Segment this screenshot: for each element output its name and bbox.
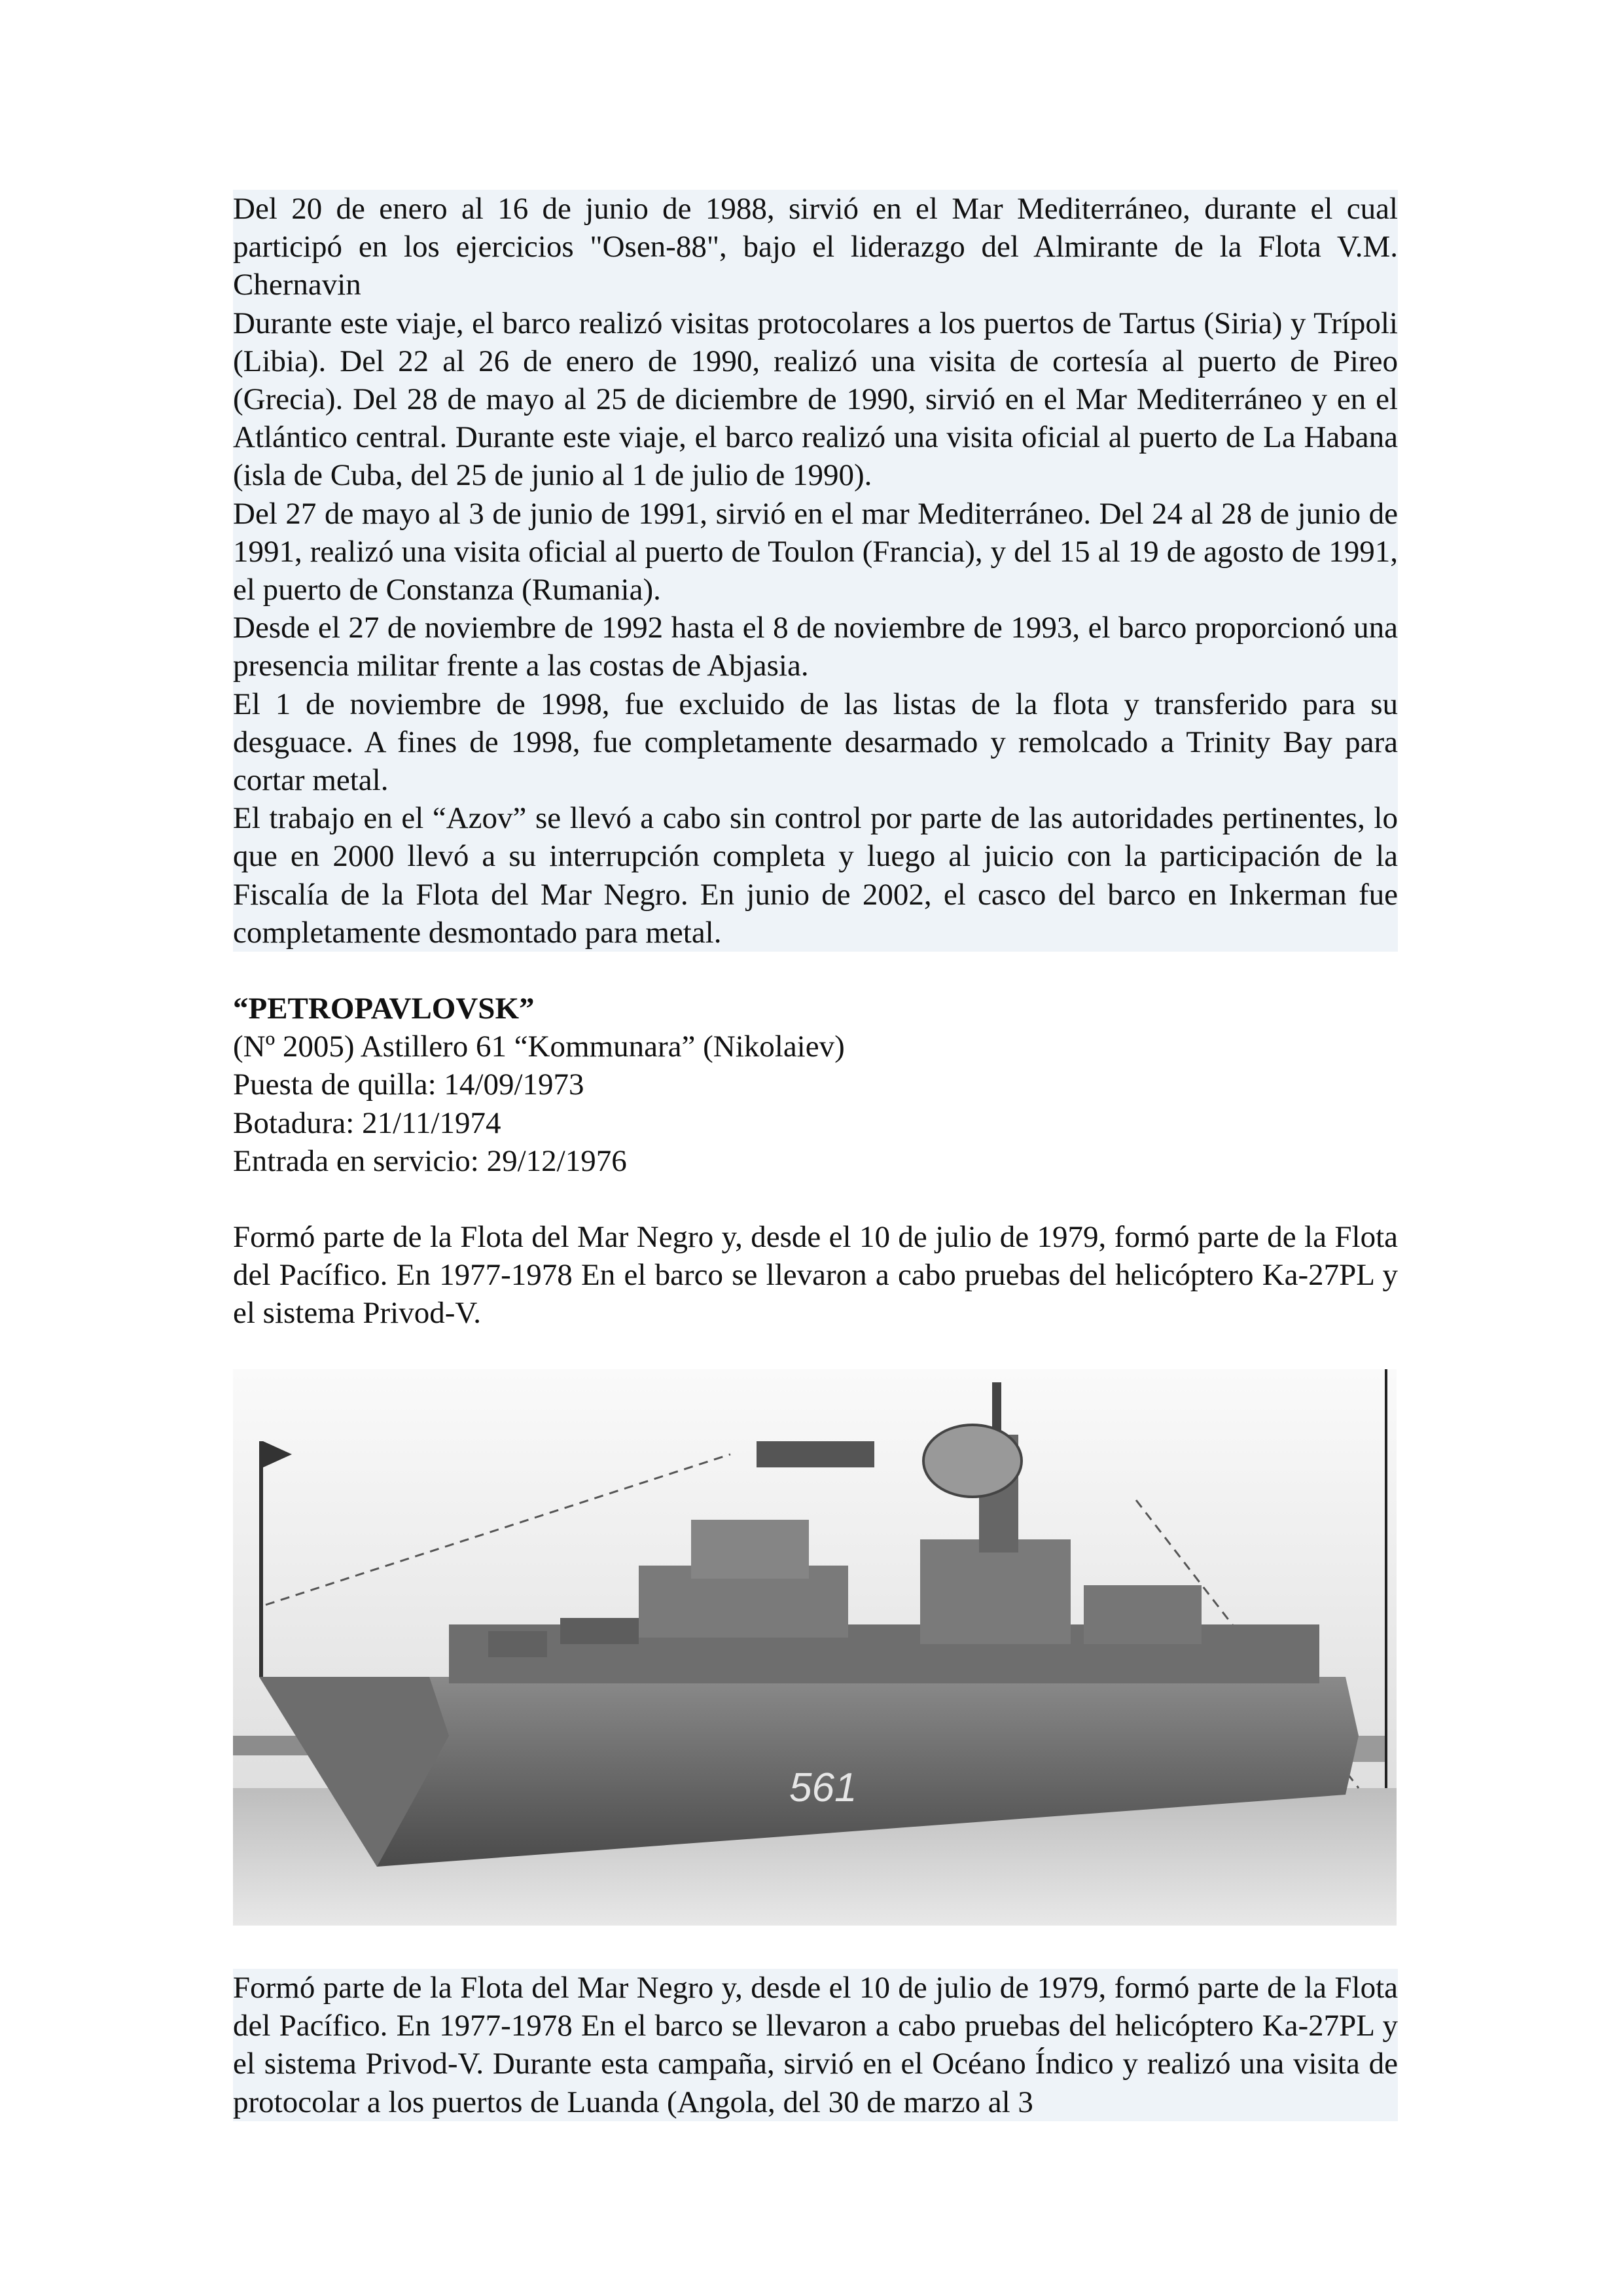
ship-service-date: Entrada en servicio: 29/12/1976 xyxy=(233,1143,627,1178)
paragraph-1: Del 20 de enero al 16 de junio de 1988, sirvió en el Mar Mediterráneo, durante el cual participó en los ejercicios "Osen-88", bajo el liderazgo del Almirante de la Flota V.M. Chernavin xyxy=(233,190,1398,304)
paragraph-3: Del 27 de mayo al 3 de junio de 1991, sirvió en el mar Mediterráneo. Del 24 al 28 de junio de 1991, realizó una visita oficial al puerto de Toulon (Francia), y del 15 al 19 de agosto de 1991, el puerto de Constanza (Rumania). xyxy=(233,495,1398,609)
paragraph-4: Desde el 27 de noviembre de 1992 hasta el 8 de noviembre de 1993, el barco proporcionó una presencia militar frente a las costas de Abjasia. xyxy=(233,609,1398,685)
paragraph-5: El 1 de noviembre de 1998, fue excluido de las listas de la flota y transferido para su desguace. A fines de 1998, fue completamente desarmado y remolcado a Trinity Bay para cortar metal. xyxy=(233,685,1398,800)
after-photo-section xyxy=(233,1969,1398,2121)
ship-photo xyxy=(233,1369,1397,1926)
document-page xyxy=(233,190,1398,1333)
spacer xyxy=(233,1180,1398,1218)
spacer xyxy=(233,952,1398,990)
ship-title: “PETROPAVLOVSK” xyxy=(233,992,535,1026)
after-photo-paragraph: Formó parte de la Flota del Mar Negro y, desde el 10 de julio de 1979, formó parte de la Flota del Pacífico. En 1977-1978 En el barco se llevaron a cabo pruebas del helicóptero Ka-27PL y el sistema Privod-V. Durante esta campaña, sirvió en el Océano Índico y realizó una visita de protocolar a los puertos de Luanda (Angola, del 30 de marzo al 3 xyxy=(233,1969,1398,2121)
paragraph-2: Durante este viaje, el barco realizó visitas protocolares a los puertos de Tartus (Siria) y Trípoli (Libia). Del 22 al 26 de enero de 1990, realizó una visita de cortesía al puerto de Pireo (Grecia). Del 28 de mayo al 25 de diciembre de 1990, sirvió en el Mar Mediterráneo y en el Atlántico central. Durante este viaje, el barco realizó una visita oficial al puerto de La Habana (isla de Cuba, del 25 de junio al 1 de julio de 1990). xyxy=(233,304,1398,495)
ship-launch-date: Botadura: 21/11/1974 xyxy=(233,1105,501,1140)
hull-number: 561 xyxy=(789,1765,857,1810)
ship-yard: (Nº 2005) Astillero 61 “Kommunara” (Nikolaiev) xyxy=(233,1030,845,1064)
ship-keel-date: Puesta de quilla: 14/09/1973 xyxy=(233,1067,584,1102)
ship-photo-graphic xyxy=(233,1369,1397,1926)
paragraph-6: El trabajo en el “Azov” se llevó a cabo sin control por parte de las autoridades pertinentes, lo que en 2000 llevó a su interrupción completa y luego al juicio con la participación de la Fiscalía de la Flota del Mar Negro. En junio de 2002, el casco del barco en Inkerman fue completamente desmontado para metal. xyxy=(233,799,1398,952)
ship-intro-paragraph: Formó parte de la Flota del Mar Negro y, desde el 10 de julio de 1979, formó parte de la Flota del Pacífico. En 1977-1978 En el barco se llevaron a cabo pruebas del helicóptero Ka-27PL y el sistema Privod-V. xyxy=(233,1220,1398,1331)
